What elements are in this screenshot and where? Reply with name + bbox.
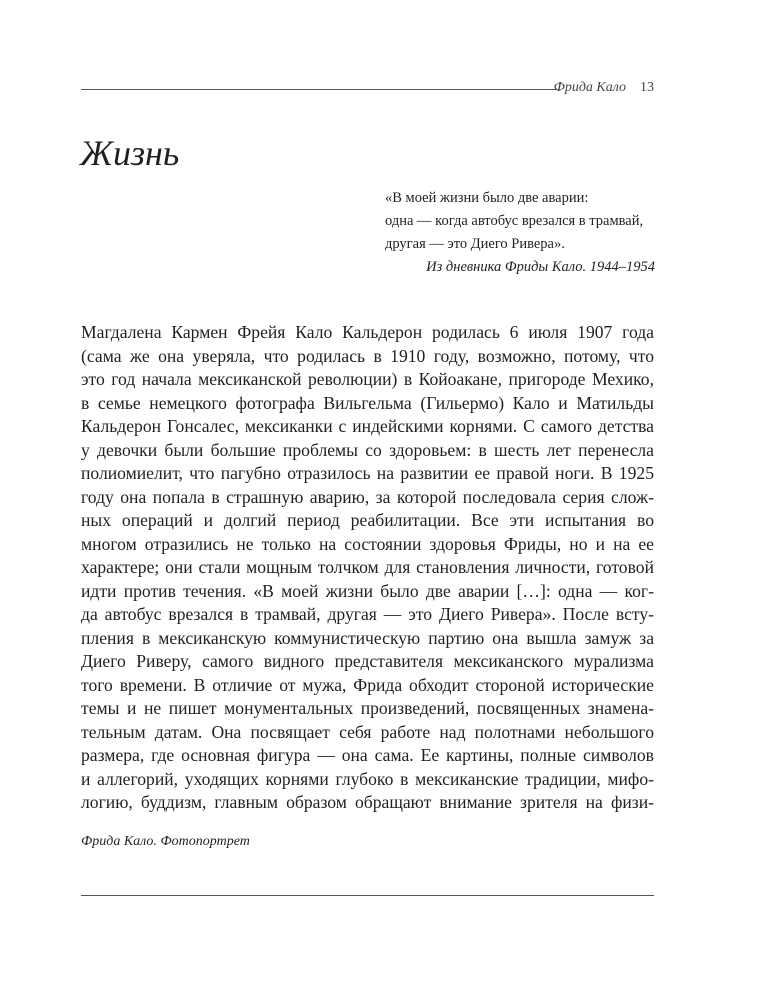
body-line: Магдалена Кармен Фрейя Кало Кальдерон родилась 6 июля 1907 года: [81, 322, 654, 342]
body-line: темы и не пишет монументальных произведений, посвященных знамена-: [81, 698, 654, 718]
body-line: и аллегорий, уходящих корнями глубоко в мексиканские традиции, мифо-: [81, 768, 654, 789]
body-line: пления в мексиканскую коммунистическую партию она вышла замуж за: [81, 627, 654, 648]
body-line: характере; они стали мощным толчком для становления личности, готовой: [81, 557, 654, 577]
epigraph-source: Из дневника Фриды Кало. 1944–1954: [426, 259, 655, 275]
running-header: [554, 80, 654, 96]
body-line: идти против течения. «В моей жизни было две аварии […]: одна — ког-: [81, 580, 654, 601]
running-title: Фрида Кало: [553, 80, 626, 95]
section-title: Жизнь: [80, 133, 180, 173]
body-line: да автобус врезался в трамвай, другая — это Диего Ривера». После всту-: [81, 604, 654, 624]
body-line: (сама же она уверяла, что родилась в 1910 году, возможно, потому, что: [81, 345, 654, 366]
body-line: логию, буддизм, главным образом обращают внимание зрителя на физи-: [81, 792, 654, 812]
epigraph: [385, 187, 655, 279]
epigraph-line: другая — это Диего Ривера».: [385, 236, 565, 252]
body-line: того времени. В отличие от мужа, Фрида обходит стороной исторические: [81, 674, 654, 695]
body-line: Кальдерон Гонсалес, мексиканки с индейскими корнями. С самого детства: [81, 416, 654, 436]
body-line: у девочки были большие проблемы со здоровьем: в шесть лет перенесла: [81, 439, 654, 460]
body-line: году она попала в страшную аварию, за которой последовала серия слож-: [81, 486, 654, 507]
epigraph-line: одна — когда автобус врезался в трамвай,: [385, 213, 644, 229]
body-line: многом отразились не только на состоянии здоровья Фриды, но и на ее: [81, 533, 654, 554]
body-line: ных операций и долгий период реабилитации. Все эти испытания во: [81, 510, 654, 530]
body-line: это год начала мексиканской революции) в Койоакане, пригороде Мехико,: [81, 369, 654, 389]
body-line: полиомиелит, что пагубно отразилось на развитии ее правой ноги. В 1925: [81, 463, 654, 483]
epigraph-line: «В моей жизни было две аварии:: [385, 190, 589, 206]
body-line: в семье немецкого фотографа Вильгельма (Гильермо) Кало и Матильды: [81, 392, 654, 413]
body-text: [81, 321, 654, 815]
footer-rule: [81, 895, 654, 896]
body-line: тельным датам. Она посвящает себя работе над полотнами небольшого: [81, 721, 654, 742]
body-line: Диего Риверу, самого видного представителя мексиканского мурализма: [81, 651, 654, 671]
photo-caption: Фрида Кало. Фотопортрет: [81, 834, 250, 849]
page-number: 13: [640, 80, 654, 95]
body-line: размера, где основная фигура — она сама. Ее картины, полные символов: [81, 745, 654, 765]
header-rule: [81, 89, 557, 90]
